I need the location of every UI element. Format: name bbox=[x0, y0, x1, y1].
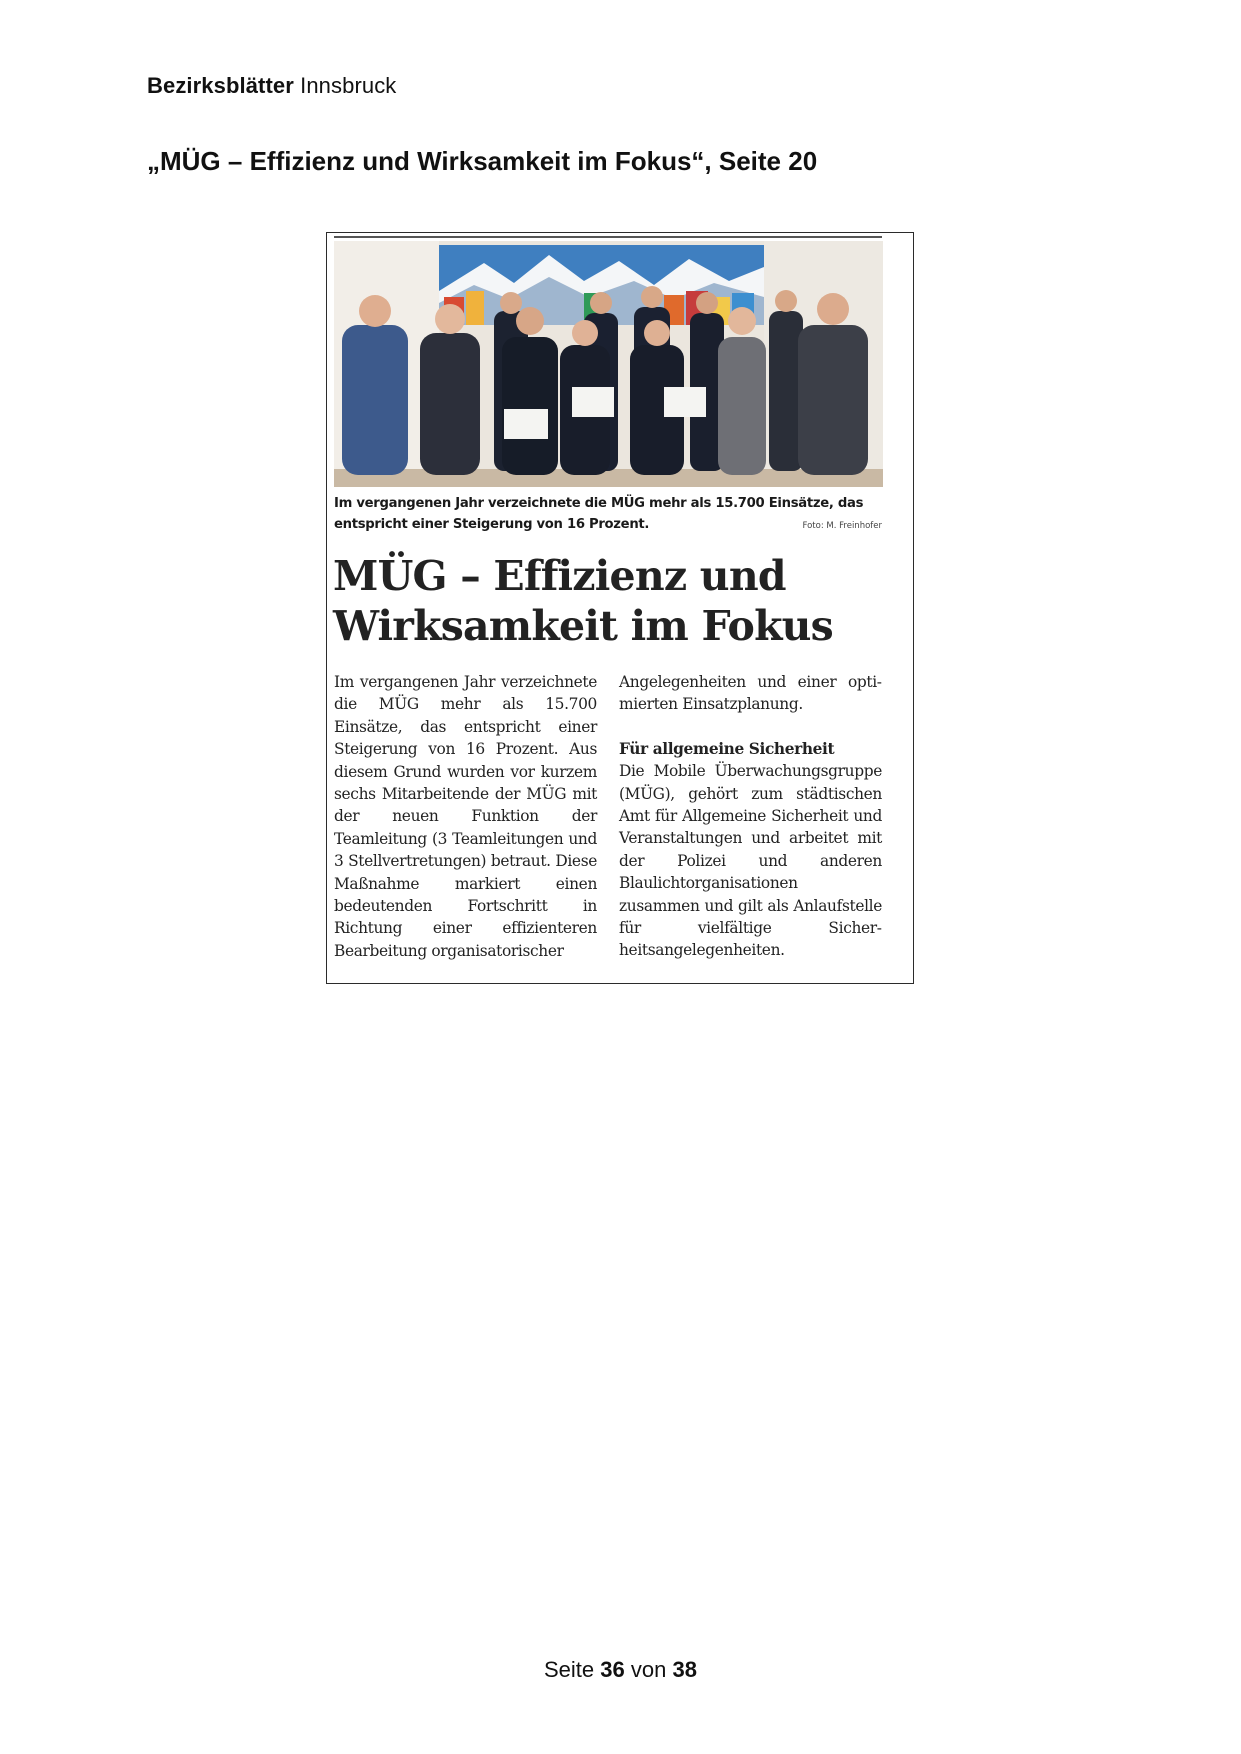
photo-credit: Foto: M. Freinhofer bbox=[802, 521, 882, 531]
article-column-right bbox=[619, 671, 882, 962]
page-prefix: Seite bbox=[544, 1657, 595, 1682]
caption-line-1: Im vergangenen Jahr verzeichnete die MÜG mehr als 15.700 Einsätze, das bbox=[334, 496, 864, 511]
newspaper-clipping bbox=[326, 232, 914, 984]
source-line bbox=[147, 73, 396, 99]
group-photo bbox=[334, 241, 883, 487]
clipping-title: „MÜG – Effizienz und Wirksamkeit im Fokus“, Seite 20 bbox=[147, 146, 818, 176]
article-body-right: Angelegenheiten und einer optimierten Einsatzplanung. bbox=[619, 673, 882, 714]
page-separator: von bbox=[630, 1657, 667, 1682]
article-headline: MÜG – Effizienz und Wirksamkeit im Fokus bbox=[333, 552, 833, 650]
page-number bbox=[0, 1657, 1241, 1683]
article-body-right-2: Die Mobile Überwachungsgruppe (MÜG), gehört zum städtischen Amt für Allgemeine Sicherheit und Veranstaltungen und arbeitet mit der Polizei und anderen Blaulichtorganisationen zusammen und gilt als Anlaufstelle für vielfältige Sicherheitsangelegenheiten. bbox=[619, 762, 882, 960]
article-body-left: Im vergangenen Jahr verzeichnete die MÜG mehr als 15.700 Einsätze, das entspricht einer Steigerung von 16 Prozent. Aus diesem Grund wurden vor kurzem sechs Mitarbeitende der MÜG mit der neuen Funktion der Teamleitung (3 Teamleitungen und 3 Stellvertretungen) betraut. Diese Maßnahme markiert einen bedeutenden Fortschritt in Richtung einer effizienteren Bearbeitung organisatorischer bbox=[334, 673, 597, 960]
publication-name: Bezirksblätter bbox=[147, 73, 294, 98]
top-rule bbox=[334, 236, 882, 238]
region-name: Innsbruck bbox=[300, 73, 397, 98]
total-pages: 38 bbox=[672, 1657, 697, 1682]
article-column-left bbox=[334, 671, 597, 962]
caption-line-2: entspricht einer Steigerung von 16 Prozent. bbox=[334, 517, 650, 532]
current-page: 36 bbox=[600, 1657, 625, 1682]
photo-caption bbox=[334, 493, 883, 535]
article-subheading: Für allgemeine Sicherheit bbox=[619, 739, 835, 758]
